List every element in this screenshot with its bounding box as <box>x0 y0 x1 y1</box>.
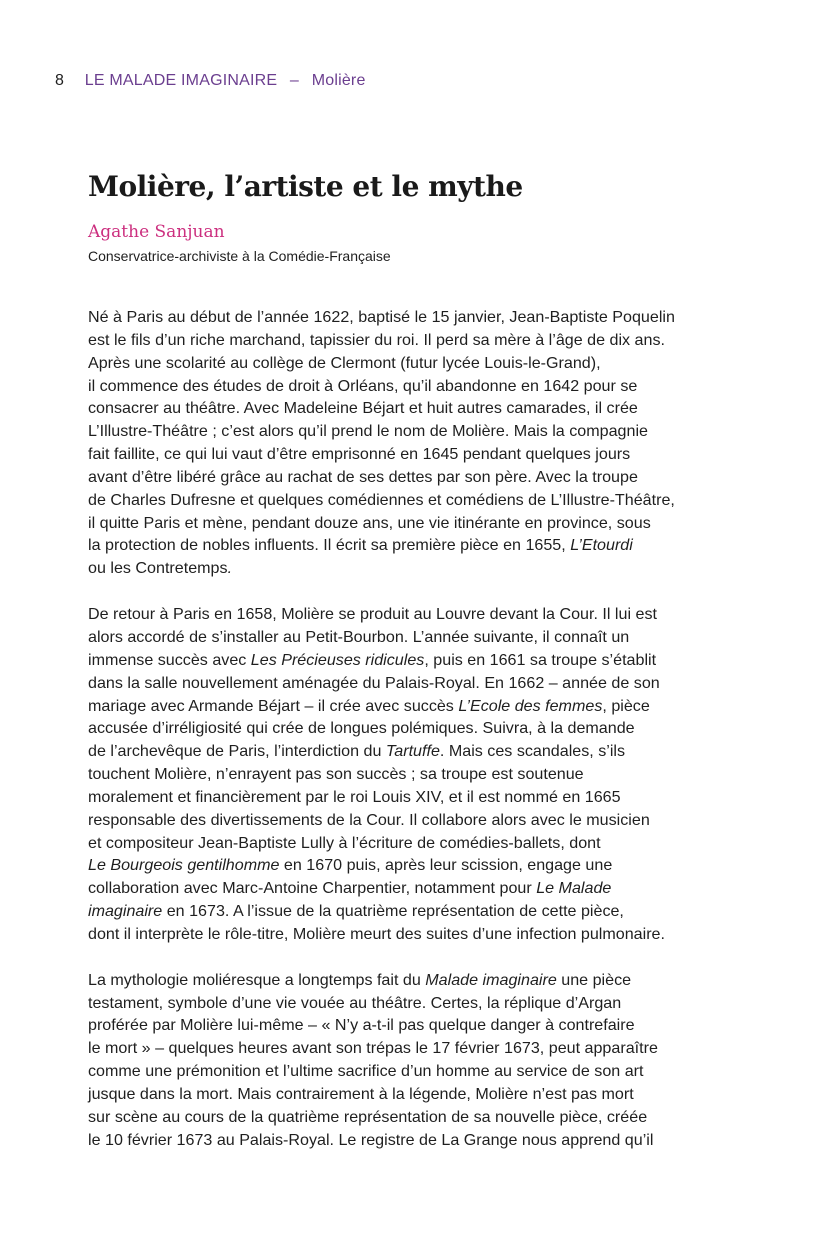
text-line <box>88 832 740 855</box>
text-line <box>88 443 740 466</box>
text-line <box>88 306 740 329</box>
text-run: en 1670 puis, après leur scission, engage une <box>279 856 613 875</box>
article-body <box>88 306 740 1175</box>
italic-title: L’Ecole des femmes <box>458 696 603 715</box>
text-run: moralement et financièrement par le roi Louis XIV, et il est nommé en 1665 <box>88 787 621 806</box>
italic-title: Le Malade <box>536 879 612 898</box>
running-head-title: LE MALADE IMAGINAIRE <box>84 72 278 89</box>
text-run: collaboration avec Marc-Antoine Charpentier, notamment pour <box>88 879 537 898</box>
text-run: alors accordé de s’installer au Petit-Bourbon. L’année suivante, il connaît un <box>88 627 630 646</box>
text-run: et compositeur Jean-Baptiste Lully à l’écriture de comédies-ballets, dont <box>88 833 601 852</box>
text-line <box>88 397 740 420</box>
text-run: le mort » – quelques heures avant son trépas le 17 février 1673, peut apparaître <box>88 1039 658 1058</box>
text-line <box>88 1083 740 1106</box>
text-run: jusque dans la mort. Mais contrairement à la légende, Molière n’est pas mort <box>88 1085 634 1103</box>
text-run: consacrer au théâtre. Avec Madeleine Béjart et huit autres camarades, il crée <box>88 399 638 418</box>
text-run: proférée par Molière lui-même – « N’y a-t-il pas quelque danger à contrefaire <box>88 1016 635 1035</box>
italic-title: L’Etourdi <box>570 536 633 555</box>
text-line <box>88 329 740 352</box>
text-run: est le fils d’un riche marchand, tapissier du roi. Il perd sa mère à l’âge de dix ans. <box>88 330 665 349</box>
text-run: touchent Molière, n’enrayent pas son succès ; sa troupe est soutenue <box>88 765 584 784</box>
text-run: mariage avec Armande Béjart – il crée avec succès <box>88 696 459 715</box>
text-line <box>88 969 740 992</box>
text-run: accusée d’irréligiosité qui crée de longues polémiques. Suivra, à la demande <box>88 719 635 738</box>
text-line <box>88 740 740 763</box>
text-line <box>88 786 740 809</box>
text-line <box>88 672 740 695</box>
text-run: La mythologie moliéresque a longtemps fait du <box>88 970 426 989</box>
text-line <box>88 695 740 718</box>
text-line <box>88 603 740 626</box>
italic-title: . <box>227 559 233 578</box>
text-line <box>88 534 740 557</box>
paragraph <box>88 969 740 1152</box>
text-run: immense succès avec <box>88 650 251 669</box>
text-run: il quitte Paris et mène, pendant douze ans, une vie itinérante en province, sous <box>88 513 651 532</box>
text-run: Né à Paris au début de l’année 1622, baptisé le 15 janvier, Jean-Baptiste Poquelin <box>88 308 675 326</box>
text-run: De retour à Paris en 1658, Molière se produit au Louvre devant la Cour. Il lui est <box>88 605 657 624</box>
text-run: , pièce <box>602 696 650 715</box>
text-run: la protection de nobles influents. Il écrit sa première pièce en 1655, <box>88 536 571 555</box>
text-run: ou les Contretemps <box>88 559 228 578</box>
text-line <box>88 1014 740 1037</box>
running-head-author: Molière <box>311 72 366 89</box>
text-line <box>88 1129 740 1152</box>
text-line <box>88 1037 740 1060</box>
text-line <box>88 1060 740 1083</box>
text-line <box>88 512 740 535</box>
text-line <box>88 352 740 375</box>
text-line <box>88 717 740 740</box>
text-run: dans la salle nouvellement aménagée du Palais-Royal. En 1662 – année de son <box>88 673 660 692</box>
paragraph <box>88 603 740 946</box>
text-run: dont il interprète le rôle-titre, Molière meurt des suites d’une infection pulmonaire. <box>88 924 665 943</box>
text-line <box>88 809 740 832</box>
author-role: Conservatrice-archiviste à la Comédie-Française <box>88 248 391 264</box>
text-line <box>88 375 740 398</box>
running-head <box>55 72 366 90</box>
article-byline: Agathe Sanjuan <box>88 222 225 242</box>
paragraph <box>88 306 740 580</box>
text-run: L’Illustre-Théâtre ; c’est alors qu’il prend le nom de Molière. Mais la compagnie <box>88 422 648 441</box>
italic-title: Malade imaginaire <box>425 970 557 989</box>
text-run: , puis en 1661 sa troupe s’établit <box>424 650 657 669</box>
text-line <box>88 466 740 489</box>
text-run: il commence des études de droit à Orléans, qu’il abandonne en 1642 pour se <box>88 376 638 395</box>
text-line <box>88 626 740 649</box>
text-line <box>88 900 740 923</box>
text-line <box>88 1106 740 1129</box>
text-line <box>88 420 740 443</box>
text-run: de Charles Dufresne et quelques comédiennes et comédiens de L’Illustre-Théâtre, <box>88 490 675 509</box>
text-line <box>88 923 740 946</box>
text-line <box>88 854 740 877</box>
italic-title: Le Bourgeois gentilhomme <box>88 856 280 875</box>
text-line <box>88 557 740 580</box>
text-run: sur scène au cours de la quatrième représentation de sa nouvelle pièce, créée <box>88 1107 648 1126</box>
italic-title: imaginaire <box>88 902 163 921</box>
page-number: 8 <box>55 72 65 89</box>
running-head-separator: – <box>289 72 300 89</box>
italic-title: Tartuffe <box>385 742 440 761</box>
text-run: comme une prémonition et l’ultime sacrifice d’un homme au service de son art <box>88 1062 644 1081</box>
text-run: une pièce <box>556 970 632 989</box>
article-title: Molière, l’artiste et le mythe <box>88 170 523 203</box>
text-line <box>88 649 740 672</box>
text-line <box>88 763 740 786</box>
text-run: de l’archevêque de Paris, l’interdiction du <box>88 742 386 761</box>
text-line <box>88 992 740 1015</box>
text-run: en 1673. A l’issue de la quatrième représentation de cette pièce, <box>162 902 624 921</box>
text-run: le 10 février 1673 au Palais-Royal. Le registre de La Grange nous apprend qu’il <box>88 1130 654 1149</box>
text-run: . Mais ces scandales, s’ils <box>439 742 626 761</box>
text-run: testament, symbole d’une vie vouée au théâtre. Certes, la réplique d’Argan <box>88 993 622 1012</box>
text-run: fait faillite, ce qui lui vaut d’être emprisonné en 1645 pendant quelques jours <box>88 445 631 464</box>
text-run: responsable des divertissements de la Cour. Il collabore alors avec le musicien <box>88 810 650 829</box>
text-line <box>88 877 740 900</box>
text-line <box>88 489 740 512</box>
text-run: avant d’être libéré grâce au rachat de ses dettes par son père. Avec la troupe <box>88 467 638 486</box>
text-run: Après une scolarité au collège de Clermont (futur lycée Louis-le-Grand), <box>88 353 601 372</box>
italic-title: Les Précieuses ridicules <box>250 650 425 669</box>
